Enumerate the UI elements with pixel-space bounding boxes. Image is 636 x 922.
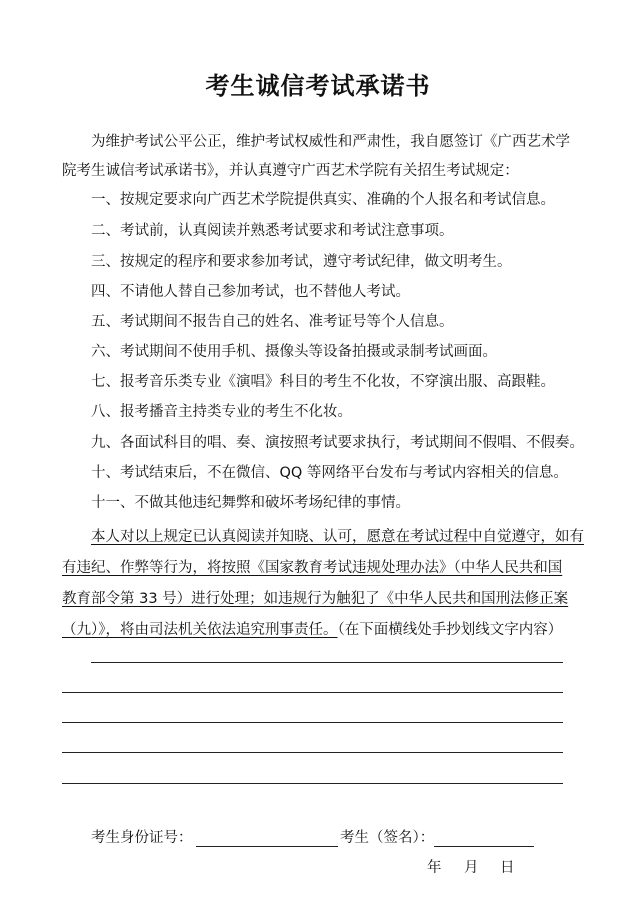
- id-number-label: 考生身份证号：: [91, 830, 193, 846]
- handwriting-line[interactable]: [91, 662, 563, 663]
- signature-field[interactable]: [434, 846, 534, 847]
- intro-paragraph: 为维护考试公平公正，维护考试权威性和严肃性，我自愿签订《广西艺术学院考生诚信考试承诺书》，并认真遵守广西艺术学院有关招生考试规定：: [62, 134, 570, 179]
- date-day: 日: [500, 860, 515, 876]
- pledge-paragraph: [62, 522, 584, 646]
- date-month: 月: [464, 860, 479, 876]
- rule-item: 九、各面试科目的唱、奏、演按照考试要求执行，考试期间不假唱、不假奏。: [91, 435, 584, 451]
- rule-item: 五、考试期间不报告自己的姓名、准考证号等个人信息。: [91, 314, 454, 330]
- id-number-field[interactable]: [196, 846, 338, 847]
- rule-item: 十一、不做其他违纪舞弊和破坏考场纪律的事情。: [91, 495, 410, 511]
- handwriting-line[interactable]: [62, 752, 563, 753]
- rule-item: 七、报考音乐类专业《演唱》科目的考生不化妆，不穿演出服、高跟鞋。: [91, 374, 555, 390]
- date-year: 年: [427, 860, 442, 876]
- handwriting-line[interactable]: [62, 692, 563, 693]
- document-title: 考生诚信考试承诺书: [205, 72, 431, 100]
- rule-item: 六、考试期间不使用手机、摄像头等设备拍摄或录制考试画面。: [91, 344, 497, 360]
- rule-item: 八、报考播音主持类专业的考生不化妆。: [91, 404, 352, 420]
- handwriting-line[interactable]: [62, 722, 563, 723]
- pledge-line: 本人对以上规定已认真阅读并知晓、认可，愿意在考试过程中自觉遵守，如有: [91, 529, 584, 545]
- rule-item: 一、按规定要求向广西艺术学院提供真实、准确的个人报名和考试信息。: [91, 192, 555, 208]
- rule-item: 三、按规定的程序和要求参加考试，遵守考试纪律，做文明考生。: [91, 254, 512, 270]
- signature-label: 考生（签名）：: [340, 830, 435, 846]
- copy-instruction: （在下面横线处手抄划线文字内容）: [337, 622, 563, 638]
- rule-item: 二、考试前，认真阅读并熟悉考试要求和考试注意事项。: [91, 223, 454, 239]
- handwriting-line[interactable]: [62, 783, 563, 784]
- rule-item: 十、考试结束后，不在微信、QQ 等网络平台发布与考试内容相关的信息。: [91, 465, 568, 481]
- pledge-line: 教育部令第 33 号）进行处理；如违规行为触犯了《中华人民共和国刑法修正案: [62, 591, 569, 607]
- rule-item: 四、不请他人替自己参加考试，也不替他人考试。: [91, 284, 410, 300]
- pledge-line: （九）》，将由司法机关依法追究刑事责任。: [62, 622, 338, 638]
- pledge-line: 有违纪、作弊等行为，将按照《国家教育考试违规处理办法》（中华人民共和国: [62, 560, 563, 576]
